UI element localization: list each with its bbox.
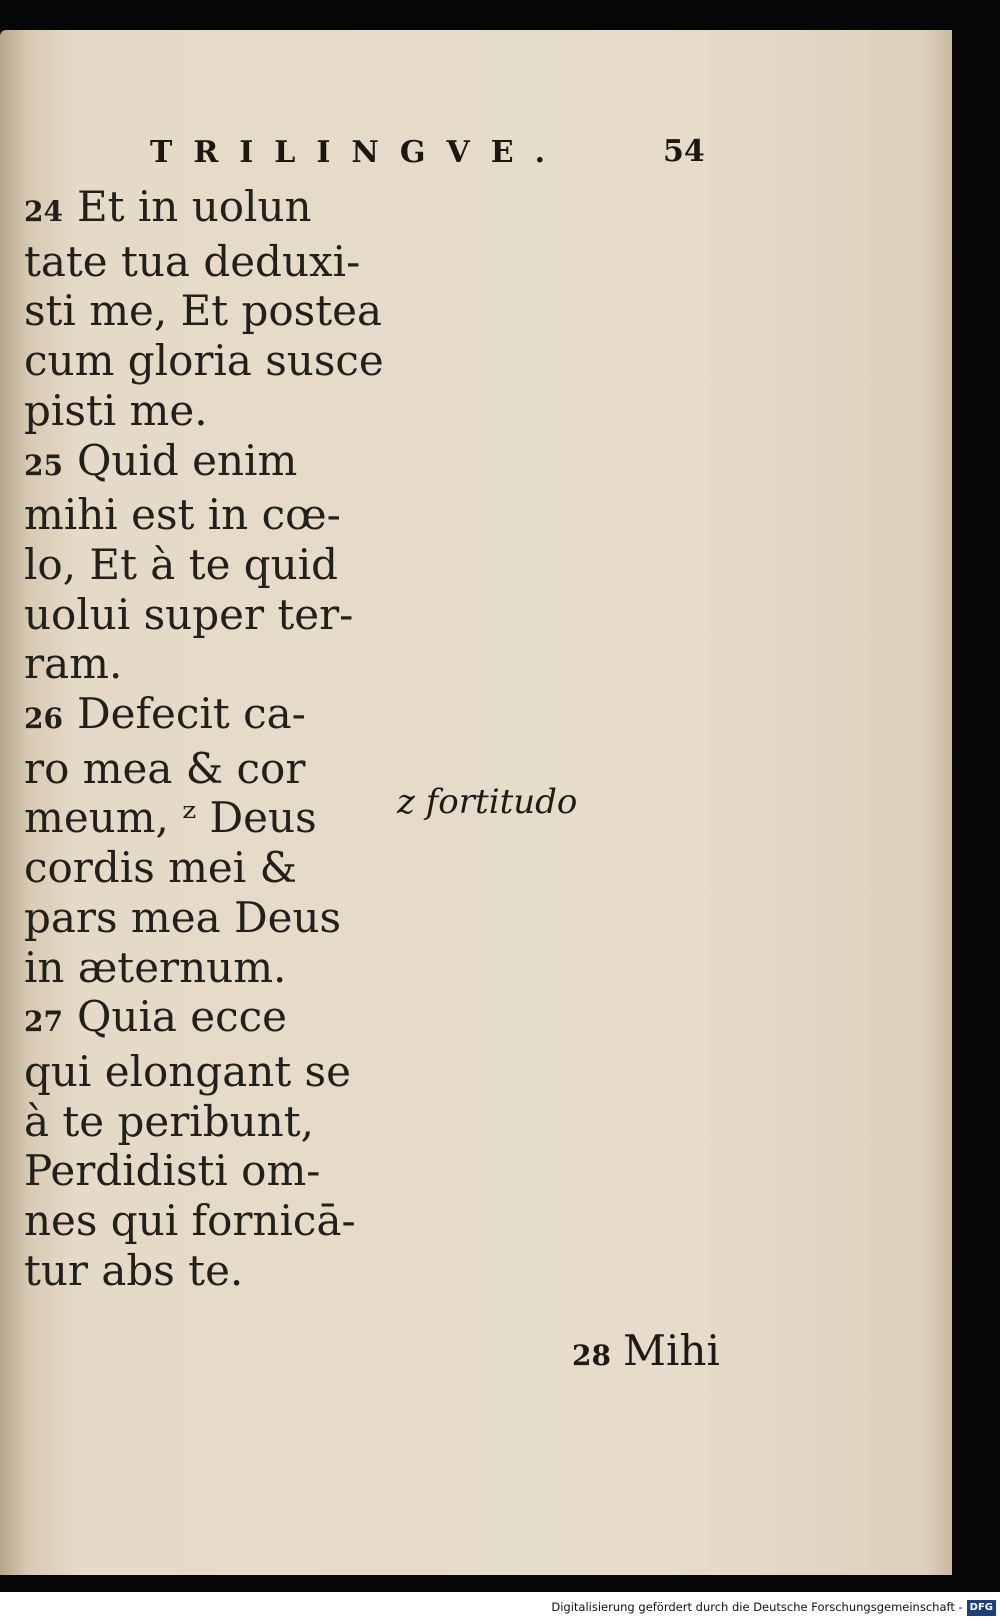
book-page (0, 30, 952, 1575)
verse-line: in æternum. (24, 942, 287, 992)
verse-line: mihi est in cœ- (24, 490, 341, 540)
dfg-logo: DFG (967, 1600, 996, 1616)
verse-line: tate tua deduxi- (24, 236, 361, 286)
verse-line: ram. (24, 639, 123, 689)
verse-line: 24 Et in uolun (24, 182, 312, 231)
verse-number: 26 (24, 702, 63, 736)
verse-line: nes qui fornicā- (24, 1196, 356, 1246)
marginal-note: z fortitudo (397, 782, 578, 822)
digitization-credit (0, 1592, 1000, 1622)
catchword-number: 28 (572, 1339, 611, 1372)
verse-number: 25 (24, 448, 63, 482)
verse-line: qui elongant se (24, 1046, 351, 1096)
verse-line: à te peribunt, (24, 1096, 314, 1146)
verse-line: 25 Quid enim (24, 435, 298, 485)
credit-text: Digitalisierung gefördert durch die Deutsche Forschungsgemeinschaft - (551, 1600, 963, 1614)
page-number: 54 (663, 134, 705, 169)
running-head: TRILINGVE. (150, 135, 567, 170)
verse-line: 27 Quia ecce (24, 992, 288, 1042)
verse-line: Perdidisti om- (24, 1146, 321, 1196)
verse-line: cordis mei & (24, 843, 297, 893)
catchword-text: Mihi (622, 1326, 720, 1375)
verse-line: tur abs te. (24, 1245, 244, 1295)
verse-line: ro mea & cor (24, 743, 306, 793)
catchword (572, 1326, 720, 1375)
verse-line: cum gloria susce (24, 336, 384, 386)
psalm-text (24, 182, 384, 1295)
verse-line: uolui super ter- (24, 589, 354, 639)
verse-line: meum, ᶻ Deus (24, 793, 317, 843)
verse-number: 27 (24, 1005, 63, 1039)
verse-number: 24 (24, 195, 63, 228)
verse-line: pisti me. (24, 385, 208, 435)
verse-line: 26 Defecit ca- (24, 689, 306, 739)
verse-line: pars mea Deus (24, 892, 342, 942)
verse-line: lo, Et à te quid (24, 539, 339, 589)
verse-line: sti me, Et postea (24, 286, 382, 336)
